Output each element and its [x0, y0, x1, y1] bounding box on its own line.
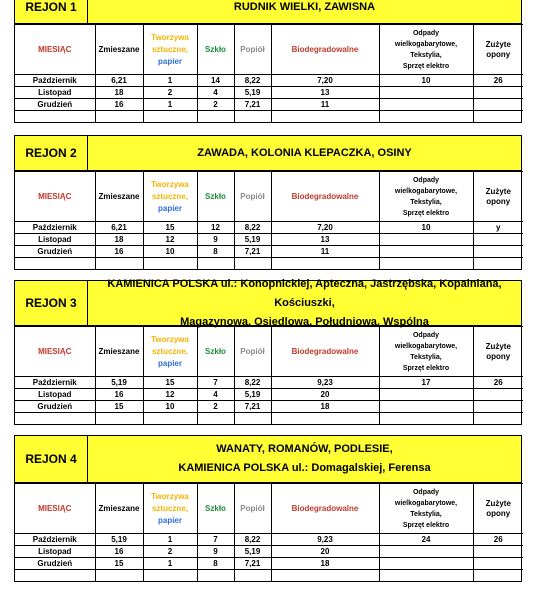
cell-opony — [473, 246, 523, 258]
region-area — [88, 136, 521, 170]
header-odpady-line: wielkogabarytowe, — [394, 499, 458, 507]
cell-tworzywa: 2 — [143, 546, 197, 558]
cell-zmieszane: 16 — [95, 546, 143, 558]
table-row — [15, 377, 523, 389]
blank-cell — [473, 258, 523, 270]
cell-popiol: 8,22 — [234, 534, 271, 546]
blank-cell — [271, 258, 379, 270]
blank-cell — [473, 413, 523, 425]
cell-month: Październik — [15, 534, 95, 546]
header-papier-label: papier — [157, 203, 182, 213]
blank-row — [15, 258, 523, 270]
table-row — [15, 389, 523, 401]
cell-bio: 9,23 — [271, 377, 379, 389]
cell-bio: 7,20 — [271, 222, 379, 234]
header-odpady — [379, 484, 473, 534]
cell-szklo: 7 — [197, 377, 234, 389]
cell-opony — [473, 546, 523, 558]
header-tworzywa-label: Tworzywa sztuczne, — [151, 334, 189, 356]
cell-tworzywa: 2 — [143, 87, 197, 99]
cell-popiol: 8,22 — [234, 222, 271, 234]
cell-zmieszane: 18 — [95, 234, 143, 246]
blank-cell — [143, 258, 197, 270]
header-tworzywa — [143, 327, 197, 377]
blank-cell — [143, 570, 197, 582]
cell-month: Październik — [15, 75, 95, 87]
cell-bio: 11 — [271, 99, 379, 111]
blank-cell — [15, 111, 95, 123]
header-odpady-line: Tekstylia, — [410, 353, 442, 361]
schedule-table — [15, 24, 523, 122]
cell-month: Grudzień — [15, 401, 95, 413]
region-3 — [14, 277, 522, 425]
cell-zmieszane: 15 — [95, 401, 143, 413]
cell-tworzywa: 12 — [143, 389, 197, 401]
blank-cell — [95, 111, 143, 123]
header-popiol: Popiół — [234, 172, 271, 222]
table-row — [15, 546, 523, 558]
blank-cell — [234, 413, 271, 425]
cell-opony — [473, 558, 523, 570]
header-opony: Zużyte opony — [473, 25, 523, 75]
cell-popiol: 7,21 — [234, 558, 271, 570]
blank-cell — [143, 413, 197, 425]
cell-szklo: 2 — [197, 99, 234, 111]
header-tworzywa — [143, 484, 197, 534]
cell-opony: 26 — [473, 534, 523, 546]
blank-cell — [473, 570, 523, 582]
header-bio: Biodegradowalne — [271, 484, 379, 534]
cell-bio: 7,20 — [271, 75, 379, 87]
table-row — [15, 401, 523, 413]
table-row — [15, 246, 523, 258]
header-opony: Zużyte opony — [473, 327, 523, 377]
blank-cell — [473, 111, 523, 123]
header-odpady-line: wielkogabarytowe, — [394, 40, 458, 48]
header-odpady-line: Sprzęt elektro — [402, 364, 450, 372]
region-area-line: KAMIENICA POLSKA ul.: Domagalskiej, Ferensa — [178, 462, 431, 474]
cell-szklo: 12 — [197, 222, 234, 234]
header-odpady-line: Sprzęt elektro — [402, 521, 450, 529]
header-miesiac: MIESIĄC — [15, 25, 95, 75]
cell-month: Październik — [15, 377, 95, 389]
header-tworzywa-label: Tworzywa sztuczne, — [151, 32, 189, 54]
cell-bio: 11 — [271, 246, 379, 258]
cell-month: Listopad — [15, 389, 95, 401]
cell-bio: 13 — [271, 234, 379, 246]
blank-cell — [271, 570, 379, 582]
blank-cell — [234, 111, 271, 123]
cell-month: Listopad — [15, 87, 95, 99]
region-4 — [14, 435, 522, 582]
blank-cell — [197, 111, 234, 123]
table-row — [15, 234, 523, 246]
header-szklo: Szkło — [197, 327, 234, 377]
cell-odpady: 17 — [379, 377, 473, 389]
header-odpady-line: Sprzęt elektro — [402, 62, 450, 70]
cell-odpady — [379, 87, 473, 99]
cell-month: Grudzień — [15, 99, 95, 111]
cell-szklo: 2 — [197, 401, 234, 413]
cell-zmieszane: 16 — [95, 99, 143, 111]
header-tworzywa-label: Tworzywa sztuczne, — [151, 179, 189, 201]
cell-zmieszane: 18 — [95, 87, 143, 99]
header-szklo: Szkło — [197, 172, 234, 222]
cell-odpady — [379, 99, 473, 111]
region-header — [15, 136, 521, 171]
cell-tworzywa: 1 — [143, 534, 197, 546]
cell-zmieszane: 16 — [95, 389, 143, 401]
blank-cell — [379, 413, 473, 425]
cell-zmieszane: 6,21 — [95, 75, 143, 87]
blank-cell — [197, 258, 234, 270]
blank-cell — [234, 570, 271, 582]
cell-zmieszane: 15 — [95, 558, 143, 570]
header-bio: Biodegradowalne — [271, 172, 379, 222]
blank-cell — [15, 258, 95, 270]
cell-opony — [473, 389, 523, 401]
header-zmieszane: Zmieszane — [95, 172, 143, 222]
blank-cell — [379, 111, 473, 123]
cell-bio: 13 — [271, 87, 379, 99]
cell-tworzywa: 1 — [143, 75, 197, 87]
table-header-row — [15, 172, 523, 222]
cell-popiol: 7,21 — [234, 246, 271, 258]
header-bio: Biodegradowalne — [271, 25, 379, 75]
header-szklo: Szkło — [197, 484, 234, 534]
header-odpady-line: Sprzęt elektro — [402, 209, 450, 217]
cell-popiol: 5,19 — [234, 389, 271, 401]
header-tworzywa — [143, 172, 197, 222]
header-odpady-line: Odpady — [412, 29, 440, 37]
region-area — [88, 0, 521, 23]
cell-odpady — [379, 546, 473, 558]
table-header-row — [15, 484, 523, 534]
cell-bio: 18 — [271, 401, 379, 413]
cell-opony — [473, 234, 523, 246]
table-row — [15, 87, 523, 99]
region-area-line: Magazynowa, Osiedlowa, Południowa, Wspólna — [180, 315, 429, 328]
cell-zmieszane: 6,21 — [95, 222, 143, 234]
header-odpady-line: Odpady — [412, 176, 440, 184]
blank-cell — [95, 413, 143, 425]
cell-month: Grudzień — [15, 558, 95, 570]
cell-popiol: 5,19 — [234, 87, 271, 99]
cell-odpady — [379, 246, 473, 258]
header-odpady-line: wielkogabarytowe, — [394, 342, 458, 350]
cell-tworzywa: 15 — [143, 222, 197, 234]
cell-popiol: 8,22 — [234, 75, 271, 87]
table-header-row — [15, 327, 523, 377]
blank-cell — [271, 413, 379, 425]
schedule-table — [15, 326, 523, 424]
blank-cell — [379, 258, 473, 270]
cell-szklo: 4 — [197, 87, 234, 99]
cell-szklo: 9 — [197, 546, 234, 558]
blank-row — [15, 111, 523, 123]
header-odpady — [379, 25, 473, 75]
blank-cell — [95, 258, 143, 270]
header-odpady-line: Tekstylia, — [410, 510, 442, 518]
cell-szklo: 4 — [197, 389, 234, 401]
blank-cell — [379, 570, 473, 582]
region-header — [15, 436, 521, 483]
blank-cell — [15, 413, 95, 425]
blank-row — [15, 570, 523, 582]
table-header-row — [15, 25, 523, 75]
cell-odpady — [379, 558, 473, 570]
region-1 — [14, 0, 522, 123]
region-area-line: KAMIENICA POLSKA ul.: Konopnickiej, Apteczna, Jastrzębska, Kopalniana, Kościuszki, — [107, 277, 502, 309]
cell-month: Listopad — [15, 546, 95, 558]
blank-cell — [15, 570, 95, 582]
cell-odpady — [379, 389, 473, 401]
cell-tworzywa: 12 — [143, 234, 197, 246]
region-area-line: ZAWADA, KOLONIA KLEPACZKA, OSINY — [197, 146, 412, 159]
header-popiol: Popiół — [234, 484, 271, 534]
cell-opony: 26 — [473, 75, 523, 87]
cell-month: Grudzień — [15, 246, 95, 258]
cell-szklo: 9 — [197, 234, 234, 246]
cell-zmieszane: 16 — [95, 246, 143, 258]
header-odpady-line: Odpady — [412, 331, 440, 339]
region-area — [88, 436, 521, 482]
cell-popiol: 7,21 — [234, 99, 271, 111]
cell-tworzywa: 1 — [143, 99, 197, 111]
region-name: REJON 1 — [15, 0, 88, 23]
cell-opony — [473, 99, 523, 111]
header-miesiac: MIESIĄC — [15, 484, 95, 534]
header-odpady — [379, 327, 473, 377]
cell-popiol: 7,21 — [234, 401, 271, 413]
header-miesiac: MIESIĄC — [15, 172, 95, 222]
header-zmieszane: Zmieszane — [95, 484, 143, 534]
header-opony: Zużyte opony — [473, 484, 523, 534]
header-papier-label: papier — [157, 56, 182, 66]
blank-cell — [143, 111, 197, 123]
cell-szklo: 8 — [197, 246, 234, 258]
cell-szklo: 7 — [197, 534, 234, 546]
cell-opony — [473, 401, 523, 413]
cell-bio: 9,23 — [271, 534, 379, 546]
header-zmieszane: Zmieszane — [95, 327, 143, 377]
cell-tworzywa: 10 — [143, 401, 197, 413]
cell-bio: 20 — [271, 546, 379, 558]
cell-odpady: 24 — [379, 534, 473, 546]
region-header — [15, 277, 521, 328]
cell-odpady — [379, 401, 473, 413]
blank-cell — [197, 570, 234, 582]
header-tworzywa-label: Tworzywa sztuczne, — [151, 491, 189, 513]
header-papier-label: papier — [157, 515, 182, 525]
region-area — [88, 277, 521, 328]
table-row — [15, 222, 523, 234]
cell-popiol: 8,22 — [234, 377, 271, 389]
cell-popiol: 5,19 — [234, 234, 271, 246]
cell-month: Październik — [15, 222, 95, 234]
schedule-document — [14, 0, 522, 592]
header-odpady-line: Tekstylia, — [410, 198, 442, 206]
cell-month: Listopad — [15, 234, 95, 246]
blank-cell — [271, 111, 379, 123]
blank-cell — [197, 413, 234, 425]
region-name: REJON 2 — [15, 136, 88, 170]
cell-odpady: 10 — [379, 222, 473, 234]
schedule-table — [15, 483, 523, 581]
region-2 — [14, 135, 522, 270]
cell-szklo: 8 — [197, 558, 234, 570]
blank-cell — [95, 570, 143, 582]
cell-odpady — [379, 234, 473, 246]
cell-odpady: 10 — [379, 75, 473, 87]
cell-tworzywa: 10 — [143, 246, 197, 258]
header-popiol: Popiół — [234, 327, 271, 377]
cell-opony: y — [473, 222, 523, 234]
header-odpady-line: Tekstylia, — [410, 51, 442, 59]
cell-popiol: 5,19 — [234, 546, 271, 558]
region-header — [15, 0, 521, 24]
blank-cell — [234, 258, 271, 270]
header-szklo: Szkło — [197, 25, 234, 75]
region-name: REJON 3 — [15, 281, 88, 325]
header-odpady-line: Odpady — [412, 488, 440, 496]
table-row — [15, 75, 523, 87]
cell-tworzywa: 15 — [143, 377, 197, 389]
cell-zmieszane: 5,19 — [95, 377, 143, 389]
cell-opony — [473, 87, 523, 99]
schedule-table — [15, 171, 523, 269]
table-row — [15, 99, 523, 111]
region-area-line: WANATY, ROMANÓW, PODLESIE, — [216, 443, 393, 455]
cell-zmieszane: 5,19 — [95, 534, 143, 546]
header-popiol: Popiół — [234, 25, 271, 75]
header-zmieszane: Zmieszane — [95, 25, 143, 75]
header-opony: Zużyte opony — [473, 172, 523, 222]
header-odpady-line: wielkogabarytowe, — [394, 187, 458, 195]
header-bio: Biodegradowalne — [271, 327, 379, 377]
region-name: REJON 4 — [15, 436, 88, 482]
blank-row — [15, 413, 523, 425]
header-tworzywa — [143, 25, 197, 75]
header-miesiac: MIESIĄC — [15, 327, 95, 377]
header-papier-label: papier — [157, 358, 182, 368]
cell-bio: 18 — [271, 558, 379, 570]
cell-bio: 20 — [271, 389, 379, 401]
cell-tworzywa: 1 — [143, 558, 197, 570]
region-area-line: RUDNIK WIELKI, ZAWISNA — [233, 0, 376, 13]
cell-opony: 26 — [473, 377, 523, 389]
header-odpady — [379, 172, 473, 222]
cell-szklo: 14 — [197, 75, 234, 87]
table-row — [15, 558, 523, 570]
